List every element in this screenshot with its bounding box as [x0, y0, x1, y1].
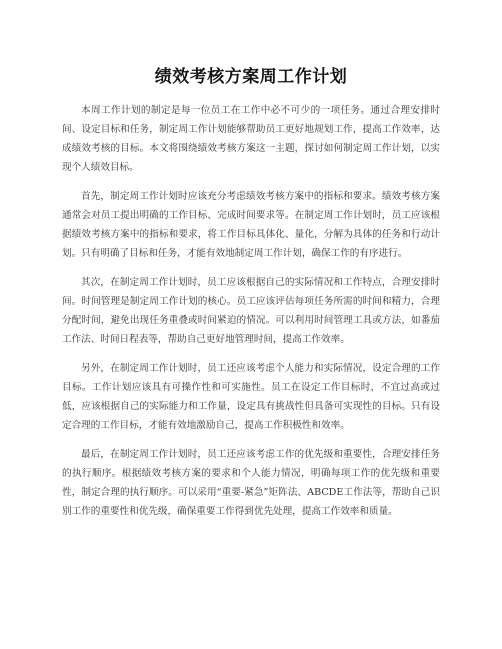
paragraph-second-point: 其次，在制定周工作计划时，员工应该根据自己的实际情况和工作特点，合理安排时间。时间管理是制定周工作计划的核心。员工应该评估每项任务所需的时间和精力，合理分配时间，避免出现任务重叠或时间紧迫的情况。可以利用时间管理工具或方法，如番茄工作法、时间日程表等，帮助自己更好地管理时间，提高工作效率。: [62, 277, 440, 345]
paragraph-first-point: 首先，制定周工作计划时应该充分考虑绩效考核方案中的指标和要求。绩效考核方案通常会对员工提出明确的工作目标、完成时间要求等。在制定周工作计划时，员工应该根据绩效考核方案中的指标和要求，将工作目标具体化、量化，分解为具体的任务和行动计划。只有明确了目标和任务，才能有效地制定周工作计划，确保工作的有序进行。: [62, 191, 440, 259]
document-title: 绩效考核方案周工作计划: [154, 67, 348, 87]
document-body: [62, 101, 440, 531]
paragraph-intro: 本周工作计划的制定是每一位员工在工作中必不可少的一项任务。通过合理安排时间、设定目标和任务，制定周工作计划能够帮助员工更好地规划工作，提高工作效率，达成绩效考核的目标。本文将围绕绩效考核方案这一主题，探讨如何制定周工作计划，以实现个人绩效目标。: [62, 105, 440, 173]
paragraph-final-point: 最后，在制定周工作计划时，员工还应该考虑工作的优先级和重要性，合理安排任务的执行顺序。根据绩效考核方案的要求和个人能力情况，明确每项工作的优先级和重要性，制定合理的执行顺序。可以采用“重要-紧急”矩阵法、ABCDE工作法等，帮助自己识别工作的重要性和优先级，确保重要工作得到优先处理，提高工作效率和质量。: [62, 449, 440, 517]
paragraph-third-point: 另外，在制定周工作计划时，员工还应该考虑个人能力和实际情况，设定合理的工作目标。工作计划应该具有可操作性和可实施性。员工在设定工作目标时，不宜过高或过低，应该根据自己的实际能力和工作量，设定具有挑战性但具备可实现性的目标。只有设定合理的工作目标，才能有效地激励自己，提高工作积极性和效率。: [62, 363, 440, 431]
